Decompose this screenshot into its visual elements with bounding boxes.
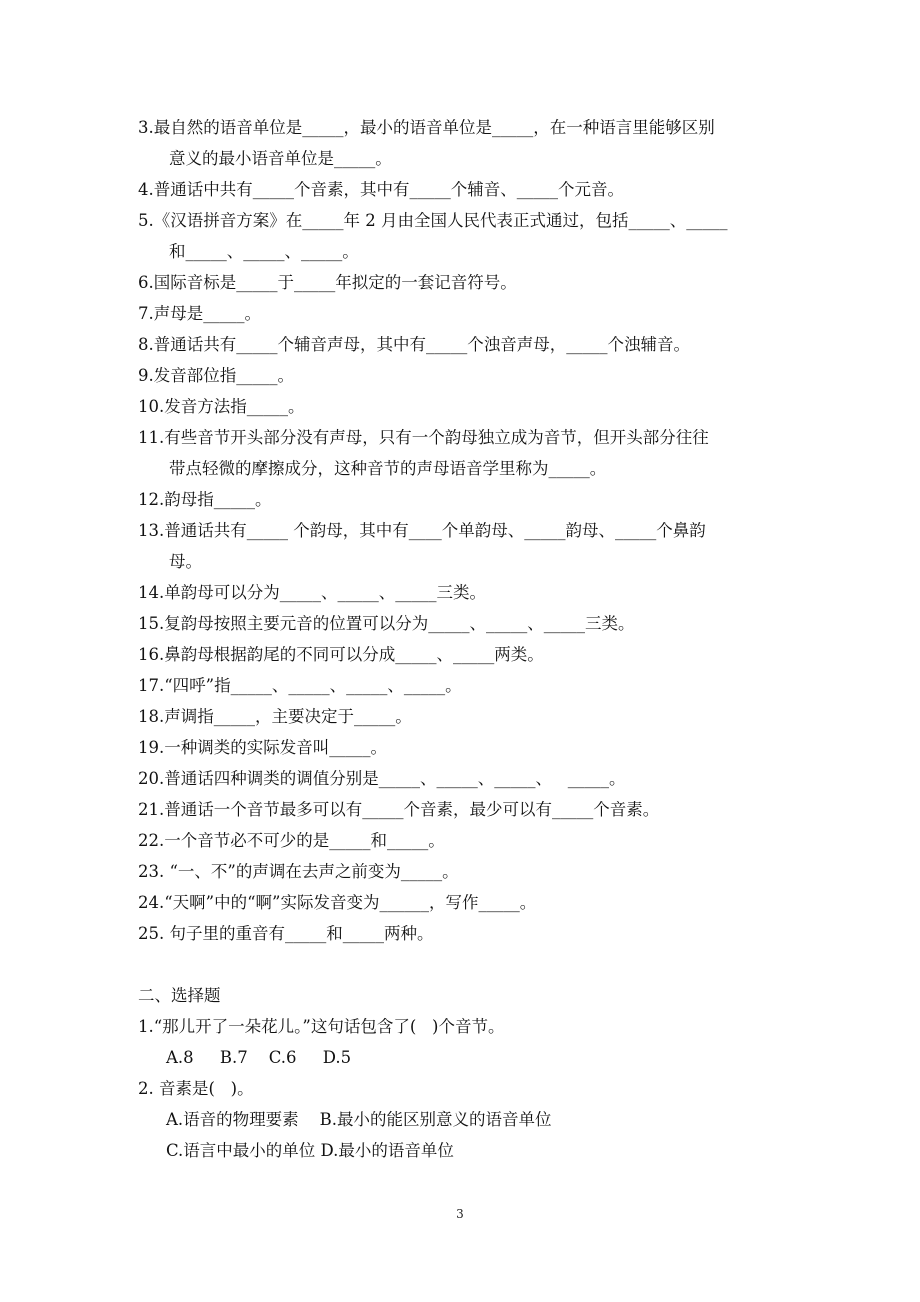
answer-options: C.语言中最小的单位 D.最小的语音单位 (166, 1141, 454, 1160)
choice-q1 (138, 1011, 788, 1073)
question-line: 18.声调指_____，主要决定于_____。 (138, 707, 412, 726)
fill-blank-q15 (138, 608, 788, 639)
fill-blank-q16 (138, 639, 788, 670)
fill-blank-q23 (138, 856, 788, 887)
question-line: 4.普通话中共有_____个音素，其中有_____个辅音、_____个元音。 (138, 180, 624, 199)
fill-blank-q5 (138, 205, 788, 267)
fill-blank-q17 (138, 670, 788, 701)
question-line: 和_____、_____、_____。 (169, 242, 359, 261)
question-line: 5.《汉语拼音方案》在_____年 2 月由全国人民代表正式通过，包括_____、_____ (138, 211, 728, 230)
page-number: 3 (456, 1207, 464, 1221)
question-line: 16.鼻韵母根据韵尾的不同可以分成_____、_____两类。 (138, 645, 544, 664)
question-line: 14.单韵母可以分为_____、_____、_____三类。 (138, 583, 486, 602)
fill-blank-q25 (138, 918, 788, 949)
fill-blank-q18 (138, 701, 788, 732)
question-line: 12.韵母指_____。 (138, 490, 272, 509)
fill-blank-q11 (138, 422, 788, 484)
question-line: 6.国际音标是_____于_____年拟定的一套记音符号。 (138, 273, 517, 292)
question-line: 11.有些音节开头部分没有声母，只有一个韵母独立成为音节，但开头部分往往 (138, 428, 709, 447)
fill-blank-q9 (138, 360, 788, 391)
answer-options: A.8 B.7 C.6 D.5 (166, 1048, 352, 1067)
question-line: 7.声母是_____。 (138, 304, 261, 323)
fill-blank-q7 (138, 298, 788, 329)
question-line: 母。 (169, 552, 202, 571)
fill-blank-q13 (138, 515, 788, 577)
question-line: 10.发音方法指_____。 (138, 397, 305, 416)
fill-blank-q4 (138, 174, 788, 205)
fill-blank-q20 (138, 763, 788, 794)
fill-blank-q22 (138, 825, 788, 856)
section-heading: 二、选择题 (138, 986, 221, 1005)
fill-blank-q12 (138, 484, 788, 515)
fill-blank-q21 (138, 794, 788, 825)
question-line: 20.普通话四种调类的调值分别是_____、_____、_____、 _____。 (138, 769, 626, 788)
fill-blank-q19 (138, 732, 788, 763)
fill-blank-q10 (138, 391, 788, 422)
answer-options: A.语音的物理要素 B.最小的能区别意义的语音单位 (166, 1110, 552, 1129)
question-line: 8.普通话共有_____个辅音声母，其中有_____个浊音声母，_____个浊辅音。 (138, 335, 690, 354)
question-line: 19.一种调类的实际发音叫_____。 (138, 738, 387, 757)
section-spacer (138, 949, 788, 980)
question-line: 17.“四呼”指_____、_____、_____、_____。 (138, 676, 462, 695)
fill-blank-q8 (138, 329, 788, 360)
question-line: 22.一个音节必不可少的是_____和_____。 (138, 831, 445, 850)
fill-blank-q6 (138, 267, 788, 298)
fill-blank-q3 (138, 112, 788, 174)
question-line: 3.最自然的语音单位是_____，最小的语音单位是_____，在一种语言里能够区别 (138, 118, 715, 137)
question-line: 13.普通话共有_____ 个韵母，其中有____个单韵母、_____韵母、_____个鼻韵 (138, 521, 706, 540)
question-line: 21.普通话一个音节最多可以有_____个音素，最少可以有_____个音素。 (138, 800, 660, 819)
page-content (138, 112, 788, 1166)
question-stem: 2. 音素是( )。 (138, 1079, 254, 1098)
question-line: 24.“天啊”中的“啊”实际发音变为______，写作_____。 (138, 893, 537, 912)
question-line: 意义的最小语音单位是_____。 (169, 149, 392, 168)
question-line: 9.发音部位指_____。 (138, 366, 294, 385)
question-line: 带点轻微的摩擦成分，这种音节的声母语音学里称为_____。 (169, 459, 607, 478)
question-line: 15.复韵母按照主要元音的位置可以分为_____、_____、_____三类。 (138, 614, 635, 633)
fill-blank-q14 (138, 577, 788, 608)
question-stem: 1.“那儿开了一朵花儿。”这句话包含了( )个音节。 (138, 1017, 505, 1036)
question-line: 23. “一、不”的声调在去声之前变为_____。 (138, 862, 459, 881)
choice-q2 (138, 1073, 788, 1166)
fill-blank-q24 (138, 887, 788, 918)
question-line: 25. 句子里的重音有_____和_____两种。 (138, 924, 434, 943)
